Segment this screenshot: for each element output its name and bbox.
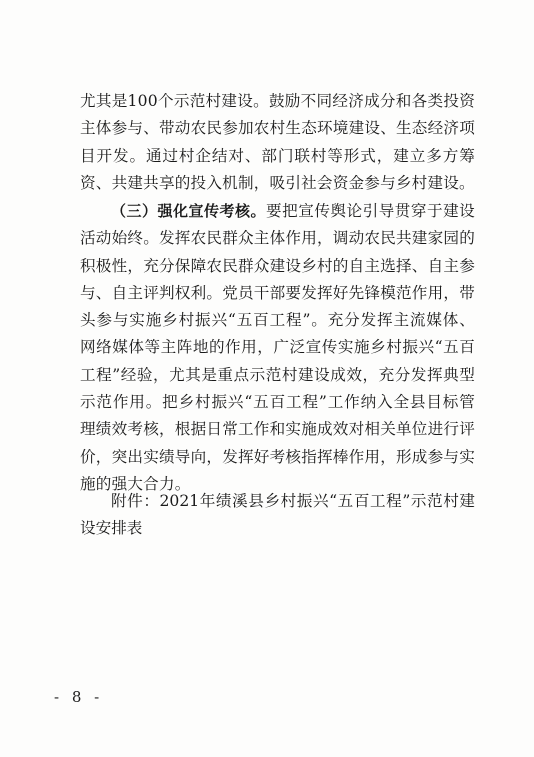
paragraph-investment: 尤其是100个示范村建设。鼓励不同经济成分和各类投资主体参与、带动农民参加农村生态环境建设、生态经济项目开发。通过村企结对、部门联村等形式，建立多方筹资、共建共享的投入机制，吸引社会资金参与乡村建设。 bbox=[80, 92, 475, 192]
paragraph-publicity bbox=[80, 198, 475, 498]
paragraph-publicity-body: 要把宣传舆论引导贯穿于建设活动始终。发挥农民群众主体作用，调动农民共建家园的积极性，充分保障农民群众建设乡村的自主选择、自主参与、自主评判权利。党员干部要发挥好先锋模范作用，带头参与实施乡村振兴“五百工程”。充分发挥主流媒体、网络媒体等主阵地的作用，广泛宣传实施乡村振兴“五百工程”经验，尤其是重点示范村建设成效，充分发挥典型示范作用。把乡村振兴“五百工程”工作纳入全县目标管理绩效考核，根据日常工作和实施成效对相关单位进行评价，突出实绩导向，发挥好考核指挥棒作用，形成参与实施的强大合力。 bbox=[80, 202, 475, 493]
section-heading: （三）强化宣传考核。 bbox=[111, 202, 267, 220]
page-number: - 8 - bbox=[54, 688, 104, 706]
attachment-line: 附件：2021年绩溪县乡村振兴“五百工程”示范村建设安排表 bbox=[80, 492, 475, 538]
